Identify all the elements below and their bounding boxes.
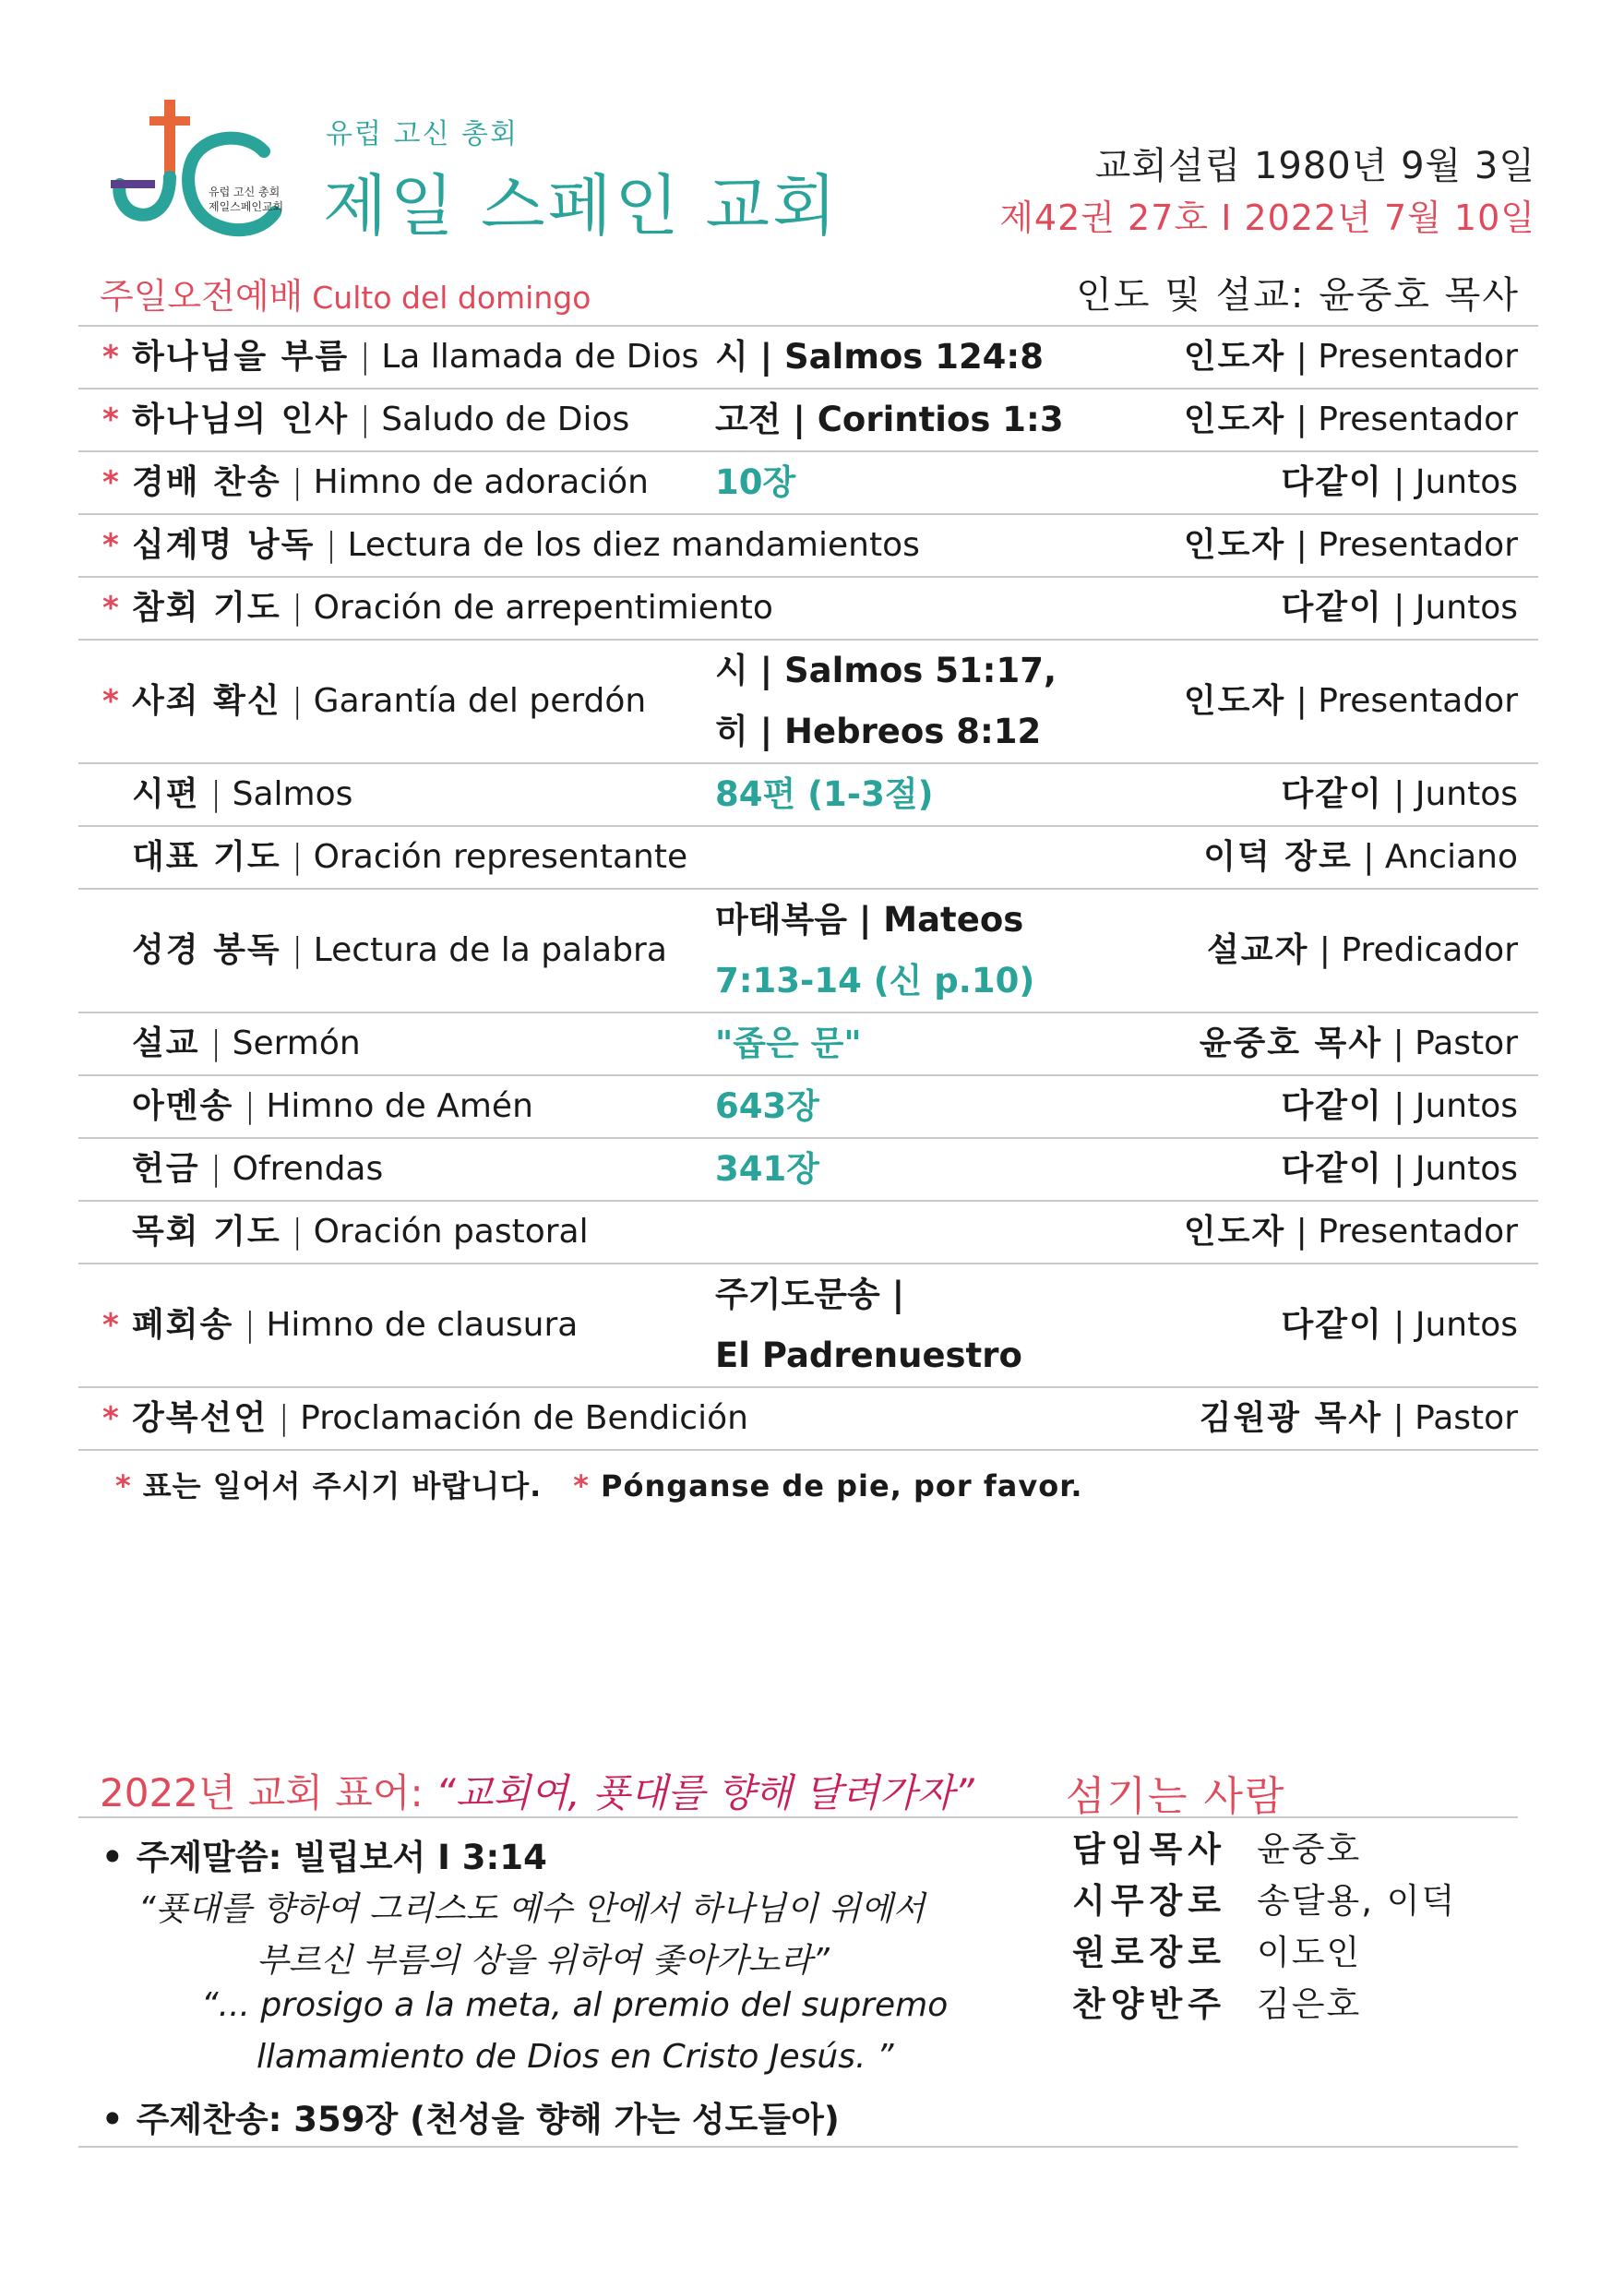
- item-name: 하나님을 부름 | La llamada de Dios: [132, 338, 699, 376]
- logo-text-2: 제일스페인교회: [209, 200, 284, 213]
- item-name: 성경 봉독 | Lectura de la palabra: [132, 931, 667, 969]
- item-name-ko: 하나님의 인사: [132, 401, 350, 438]
- bullet: •: [102, 1838, 124, 1877]
- item-name-es: Lectura de la palabra: [313, 931, 667, 969]
- item-leader: 인도자 | Presentador: [1183, 1213, 1518, 1251]
- item-name-es: Saludo de Dios: [381, 401, 630, 438]
- verse-ko-line-2: 부르신 부름의 상을 위하여 좇아가노라”: [257, 1942, 830, 1980]
- order-row: [78, 1200, 1538, 1263]
- order-row: [78, 762, 1538, 825]
- order-row: [78, 888, 1538, 1012]
- order-row: [78, 1263, 1538, 1386]
- item-reference: 시 | Salmos 124:8: [715, 337, 1044, 377]
- item-leader: 김원광 목사 | Pastor: [1199, 1399, 1518, 1437]
- service-title-es: Culto del domingo: [312, 280, 591, 316]
- item-reference: 고전 | Corintios 1:3: [715, 400, 1064, 439]
- item-name-es: Oración de arrepentimiento: [313, 589, 773, 627]
- item-name: 폐회송 | Himno de clausura: [132, 1306, 579, 1344]
- standing-star: *: [102, 1400, 119, 1437]
- item-leader: 다같이 | Juntos: [1281, 1150, 1518, 1188]
- item-name: 하나님의 인사 | Saludo de Dios: [132, 401, 630, 438]
- item-name-ko: 시편: [132, 775, 200, 813]
- leader-ko: 인도자: [1183, 401, 1286, 438]
- divider: [78, 1816, 1518, 1818]
- church-name: 제일 스페인 교회: [323, 167, 840, 245]
- leader-ko: 이덕 장로: [1203, 838, 1353, 876]
- item-name-ko: 하나님을 부름: [132, 338, 350, 376]
- server-row: [1072, 1975, 1456, 2027]
- order-row: [78, 1012, 1538, 1074]
- leader-es: Presentador: [1318, 401, 1518, 438]
- item-reference: 341장: [715, 1149, 819, 1189]
- annual-motto: [100, 1763, 974, 1818]
- item-reference: El Padrenuestro: [715, 1336, 1022, 1375]
- leader-ko: 다같이: [1281, 775, 1383, 813]
- leader-ko: 다같이: [1281, 463, 1383, 501]
- leader-es: Juntos: [1415, 1306, 1518, 1344]
- item-name-es: Ofrendas: [232, 1150, 384, 1188]
- item-reference: 히 | Hebreos 8:12: [715, 712, 1042, 751]
- note-star: *: [115, 1468, 132, 1503]
- verse-es-line-1: “... prosigo a la meta, al premio del supremo: [201, 1986, 949, 2024]
- founded-date: 교회설립 1980년 9월 3일: [1094, 145, 1535, 187]
- item-name: 설교 | Sermón: [132, 1024, 361, 1062]
- item-name: 경배 찬송 | Himno de adoración: [132, 463, 649, 501]
- server-role: 담임목사: [1072, 1829, 1226, 1869]
- leader-ko: 윤중호 목사: [1199, 1024, 1383, 1062]
- item-name: 헌금 | Ofrendas: [132, 1150, 384, 1188]
- servers-title: 섬기는 사람: [1066, 1773, 1286, 1820]
- item-name-ko: 대표 기도: [132, 838, 281, 876]
- item-name-ko: 헌금: [132, 1150, 200, 1188]
- item-name-ko: 사죄 확신: [132, 682, 281, 720]
- order-row: [78, 1137, 1538, 1200]
- item-leader: 다같이 | Juntos: [1281, 589, 1518, 627]
- item-name-es: Garantía del perdón: [313, 682, 647, 720]
- server-role: 시무장로: [1072, 1881, 1226, 1921]
- leader-ko: 인도자: [1183, 526, 1286, 564]
- leader-es: Pastor: [1415, 1024, 1518, 1062]
- bullet: •: [102, 2100, 124, 2139]
- leader-ko: 다같이: [1281, 589, 1383, 627]
- item-name-es: Himno de clausura: [266, 1306, 579, 1344]
- item-name-es: Himno de adoración: [313, 463, 649, 501]
- server-name: 이도인: [1257, 1933, 1362, 1972]
- leader-ko: 인도자: [1183, 338, 1286, 376]
- item-name-es: Oración pastoral: [313, 1213, 589, 1251]
- item-name: 대표 기도 | Oración representante: [132, 838, 688, 876]
- server-name: 윤중호: [1257, 1829, 1362, 1869]
- order-row: [78, 576, 1538, 639]
- item-name-ko: 성경 봉독: [132, 931, 281, 969]
- issue-info: 제42권 27호 I 2022년 7월 10일: [999, 198, 1535, 238]
- theme-hymn-text: 주제찬송: 359장 (천성을 향해 가는 성도들아): [136, 2100, 840, 2139]
- leader-es: Juntos: [1415, 589, 1518, 627]
- order-row: [78, 1074, 1538, 1137]
- item-name: 십계명 낭독 | Lectura de los diez mandamientos: [132, 526, 920, 564]
- item-leader: 인도자 | Presentador: [1183, 682, 1518, 720]
- server-row: [1072, 1923, 1456, 1975]
- verse-ko-line-1: “푯대를 향하여 그리스도 예수 안에서 하나님이 위에서: [138, 1890, 925, 1928]
- item-leader: 인도자 | Presentador: [1183, 526, 1518, 564]
- leader-es: Juntos: [1415, 775, 1518, 813]
- order-of-worship: [78, 325, 1538, 1451]
- verse-es-line-2: llamamiento de Dios en Cristo Jesús. ”: [257, 2038, 894, 2076]
- item-reference: 7:13-14 (신 p.10): [715, 961, 1035, 1000]
- service-title: [100, 268, 591, 318]
- item-name-es: Proclamación de Bendición: [300, 1399, 748, 1437]
- item-name-es: Lectura de los diez mandamientos: [347, 526, 920, 564]
- leader-es: Presentador: [1318, 338, 1518, 376]
- item-name: 아멘송 | Himno de Amén: [132, 1087, 533, 1125]
- item-reference: 마태복음 | Mateos: [715, 900, 1024, 940]
- motto-label: 2022년 교회 표어:: [100, 1770, 436, 1815]
- order-row: [78, 513, 1538, 576]
- order-row: [78, 450, 1538, 513]
- item-leader: 인도자 | Presentador: [1183, 338, 1518, 376]
- order-row: [78, 825, 1538, 888]
- leader-es: Presentador: [1318, 1213, 1518, 1251]
- server-role: 원로장로: [1072, 1933, 1226, 1972]
- leader-ko: 다같이: [1281, 1306, 1383, 1344]
- item-leader: 다같이 | Juntos: [1281, 775, 1518, 813]
- note-star-2: *: [573, 1468, 590, 1503]
- server-name: 김은호: [1257, 1984, 1362, 2024]
- item-name: 사죄 확신 | Garantía del perdón: [132, 682, 647, 720]
- service-title-ko: 주일오전예배: [100, 276, 304, 317]
- motto-quote: “교회여, 푯대를 향해 달려가자”: [435, 1770, 974, 1815]
- item-leader: 설교자 | Predicador: [1207, 931, 1518, 969]
- note-es: Pónganse de pie, por favor.: [601, 1468, 1083, 1503]
- server-row: [1072, 1872, 1456, 1923]
- standing-star: *: [102, 339, 119, 376]
- item-name-es: Oración representante: [313, 838, 688, 876]
- leader-es: Anciano: [1384, 838, 1518, 876]
- leader-ko: 다같이: [1281, 1087, 1383, 1125]
- order-row: [78, 639, 1538, 762]
- item-leader: 윤중호 목사 | Pastor: [1199, 1024, 1518, 1062]
- item-name: 목회 기도 | Oración pastoral: [132, 1213, 589, 1251]
- logo-text-1: 유럽 고신 총회: [209, 186, 281, 198]
- leader-es: Pastor: [1415, 1399, 1518, 1437]
- item-reference: 10장: [715, 462, 796, 502]
- item-name-ko: 폐회송: [132, 1306, 234, 1344]
- server-row: [1072, 1820, 1456, 1872]
- leader-es: Juntos: [1415, 463, 1518, 501]
- item-name-ko: 참회 기도: [132, 589, 281, 627]
- leader-es: Juntos: [1415, 1150, 1518, 1188]
- leader-es: Juntos: [1415, 1087, 1518, 1125]
- org-name: 유럽 고신 총회: [326, 118, 519, 150]
- leader-es: Presentador: [1318, 682, 1518, 720]
- servers-list: [1072, 1820, 1456, 2027]
- item-name-es: Himno de Amén: [266, 1087, 533, 1125]
- standing-star: *: [102, 464, 119, 501]
- item-leader: 인도자 | Presentador: [1183, 401, 1518, 438]
- item-name-ko: 십계명 낭독: [132, 526, 316, 564]
- item-leader: 다같이 | Juntos: [1281, 1306, 1518, 1344]
- note-ko: 표는 일어서 주시기 바랍니다.: [142, 1468, 543, 1503]
- item-name-es: La llamada de Dios: [381, 338, 699, 376]
- church-logo: [109, 92, 289, 240]
- standing-star: *: [102, 401, 119, 438]
- leader-ko: 김원광 목사: [1199, 1399, 1383, 1437]
- item-reference: 시 | Salmos 51:17,: [715, 651, 1057, 690]
- leader-es: Presentador: [1318, 526, 1518, 564]
- standing-star: *: [102, 683, 119, 720]
- item-name: 참회 기도 | Oración de arrepentimiento: [132, 589, 773, 627]
- order-row: [78, 325, 1538, 388]
- theme-verse-label: [102, 1829, 547, 1879]
- item-name: 강복선언 | Proclamación de Bendición: [132, 1399, 748, 1437]
- item-reference: "좁은 문": [715, 1024, 862, 1063]
- item-reference: 주기도문송 |: [715, 1275, 905, 1314]
- item-name-ko: 강복선언: [132, 1399, 269, 1437]
- leader-ko: 다같이: [1281, 1150, 1383, 1188]
- standing-star: *: [102, 1307, 119, 1344]
- leader-ko: 인도자: [1183, 682, 1286, 720]
- item-reference: 643장: [715, 1086, 819, 1126]
- preacher-line: 인도 및 설교: 윤중호 목사: [1076, 274, 1520, 317]
- server-role: 찬양반주: [1072, 1984, 1226, 2024]
- standing-star: *: [102, 590, 119, 627]
- item-leader: 다같이 | Juntos: [1281, 1087, 1518, 1125]
- theme-hymn: [102, 2091, 840, 2141]
- item-name-ko: 설교: [132, 1024, 200, 1062]
- standing-note: [115, 1463, 1083, 1505]
- item-name-es: Sermón: [232, 1024, 361, 1062]
- leader-ko: 인도자: [1183, 1213, 1286, 1251]
- standing-star: *: [102, 527, 119, 564]
- server-name: 송달용, 이덕: [1257, 1881, 1457, 1921]
- theme-verse-text: 주제말씀: 빌립보서 I 3:14: [136, 1838, 547, 1877]
- leader-ko: 설교자: [1207, 931, 1309, 969]
- item-name-ko: 경배 찬송: [132, 463, 281, 501]
- item-name-ko: 아멘송: [132, 1087, 234, 1125]
- item-name-es: Salmos: [232, 775, 353, 813]
- item-reference: 84편 (1-3절): [715, 774, 934, 814]
- item-name-ko: 목회 기도: [132, 1213, 281, 1251]
- order-row: [78, 388, 1538, 450]
- leader-es: Predicador: [1341, 931, 1518, 969]
- divider: [78, 2146, 1518, 2148]
- order-row: [78, 1386, 1538, 1451]
- item-leader: 이덕 장로 | Anciano: [1203, 838, 1518, 876]
- item-name: 시편 | Salmos: [132, 775, 353, 813]
- item-leader: 다같이 | Juntos: [1281, 463, 1518, 501]
